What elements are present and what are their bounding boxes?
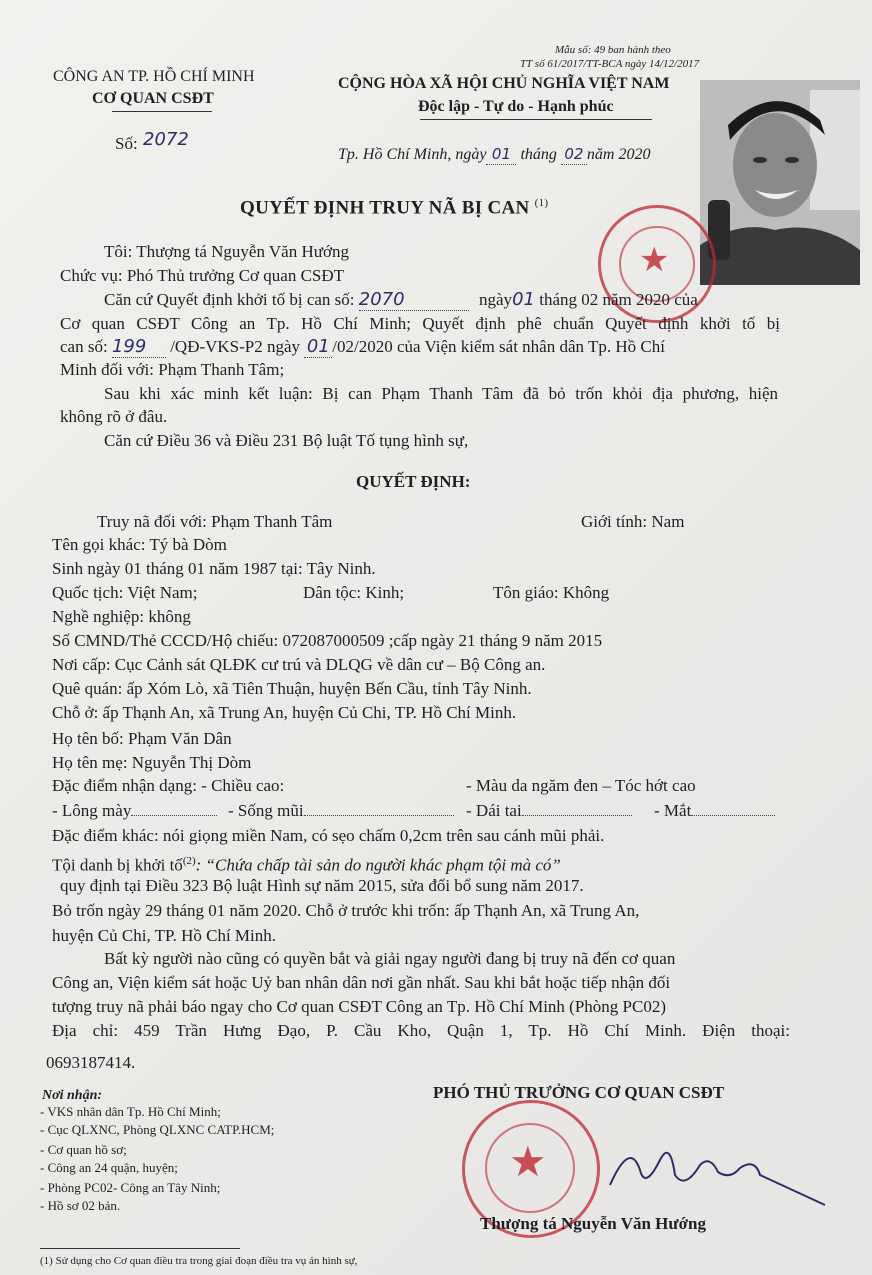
ear-field (466, 801, 632, 821)
charge-label: Tội danh bị khởi tố (52, 855, 183, 875)
date-prefix: Tp. Hồ Chí Minh, ngày (338, 146, 487, 163)
charge-name: : “Chứa chấp tài sản do người khác phạm tội mà có” (195, 855, 561, 875)
agency-underline (112, 111, 212, 112)
basis-day: 01 (512, 289, 535, 310)
position-line: Chức vụ: Phó Thủ trưởng Cơ quan CSĐT (60, 266, 345, 285)
recipient-item: - VKS nhân dân Tp. Hồ Chí Minh; (40, 1104, 221, 1119)
ear-label: - Dái tai (466, 801, 522, 820)
id-number: Số CMND/Thẻ CCCD/Hộ chiếu: 072087000509 ;cấp ngày 21 tháng 9 năm 2015 (52, 631, 603, 650)
date-month: 02 (561, 144, 587, 165)
other-features: Đặc điểm khác: nói giọng miền Nam, có sẹo chấm 0,2cm trên sau cánh mũi phải. (52, 826, 605, 845)
doc-number-value: 2072 (143, 129, 189, 150)
form-note-1: Mẫu số: 49 ban hành theo (555, 44, 671, 56)
country-name: CỘNG HÒA XÃ HỘI CHỦ NGHĨA VIỆT NAM (338, 75, 670, 92)
eyebrow-field (52, 801, 217, 821)
eye-label: - Mắt (654, 801, 692, 820)
portrait-image (700, 80, 860, 285)
motto-underline (420, 119, 652, 120)
basis-line-2: Cơ quan CSĐT Công an Tp. Hồ Chí Minh; Quyết định phê chuẩn Quyết định khởi tố bị (60, 314, 780, 333)
alias: Tên gọi khác: Tý bà Dòm (52, 535, 227, 554)
nose-label: - Sống mũi (228, 801, 304, 820)
decision-heading: QUYẾT ĐỊNH: (356, 472, 471, 491)
seal-star-icon: ★ (509, 1140, 547, 1186)
agency-unit: CƠ QUAN CSĐT (92, 90, 214, 107)
escape-line-1: Bỏ trốn ngày 29 tháng 01 năm 2020. Chỗ ở trước khi trốn: ấp Thạnh An, xã Trung An, (52, 901, 640, 920)
agency-name: CÔNG AN TP. HỒ CHÍ MINH (53, 68, 255, 85)
handwritten-signature (600, 1130, 830, 1210)
form-note-2: TT số 61/2017/TT-BCA ngày 14/12/2017 (520, 58, 700, 70)
basis-line-3 (60, 337, 665, 358)
nationality: Quốc tịch: Việt Nam; (52, 583, 198, 602)
residence: Chỗ ở: ấp Thạnh An, xã Trung An, huyện Củ Chi, TP. Hồ Chí Minh. (52, 703, 517, 722)
approval-number: 199 (112, 337, 166, 358)
date-line (338, 144, 650, 165)
call-line-5: 0693187414. (46, 1053, 136, 1072)
recipients-label: Nơi nhận: (42, 1088, 103, 1103)
mother-name: Họ tên mẹ: Nguyễn Thị Dòm (52, 753, 252, 772)
date-year: năm 2020 (586, 146, 651, 163)
recipient-item: - Cơ quan hồ sơ; (40, 1142, 127, 1157)
father-name: Họ tên bố: Phạm Văn Dân (52, 729, 232, 748)
officer-line: Tôi: Thượng tá Nguyễn Văn Hướng (104, 242, 349, 261)
birth-info: Sinh ngày 01 tháng 01 năm 1987 tại: Tây Ninh. (52, 559, 376, 578)
call-line-4: Địa chỉ: 459 Trần Hưng Đạo, P. Cầu Kho, Quận 1, Tp. Hồ Chí Minh. Điện thoại: (52, 1021, 790, 1040)
occupation: Nghề nghiệp: không (52, 607, 191, 626)
recipient-item: - Cục QLXNC, Phòng QLXNC CATP.HCM; (40, 1122, 275, 1137)
nose-field (228, 801, 454, 821)
seal-star-icon: ★ (639, 242, 670, 279)
call-line-2: Công an, Viện kiểm sát hoặc Uỷ ban nhân dân nơi gần nhất. Sau khi bắt hoặc tiếp nhận đối (52, 973, 671, 992)
wanted-name: Truy nã đối với: Phạm Thanh Tâm (97, 512, 333, 531)
gender: Giới tính: Nam (581, 512, 685, 531)
basis-text: Căn cứ Quyết định khởi tố bị can số: (104, 290, 355, 309)
basis-line-4: Minh đối với: Phạm Thanh Tâm; (60, 360, 285, 379)
title-text: QUYẾT ĐỊNH TRUY NÃ BỊ CAN (240, 197, 530, 219)
signer-name: Thượng tá Nguyễn Văn Hướng (480, 1214, 706, 1233)
doc-number-label: Số: (115, 134, 138, 153)
escape-line-2: huyện Củ Chi, TP. Hồ Chí Minh. (52, 926, 277, 945)
ethnicity: Dân tộc: Kinh; (303, 583, 405, 602)
eye-field (654, 801, 775, 821)
title-footnote-ref: (1) (534, 197, 549, 209)
approval-rest: /02/2020 của Viện kiểm sát nhân dân Tp. Hồ Chí (332, 337, 665, 356)
signature-title: PHÓ THỦ TRƯỞNG CƠ QUAN CSĐT (433, 1083, 725, 1102)
hometown: Quê quán: ấp Xóm Lò, xã Tiên Thuận, huyện Bến Cầu, tỉnh Tây Ninh. (52, 679, 532, 698)
basis-line-1 (104, 290, 698, 311)
basis-date-label: ngày (479, 290, 513, 309)
document-title (240, 193, 548, 218)
approval-label: can số: (60, 337, 108, 356)
suspect-photo (700, 80, 860, 285)
recipient-item: - Phòng PC02- Công an Tây Ninh; (40, 1180, 221, 1195)
approval-date-label: /QĐ-VKS-P2 ngày (170, 337, 301, 356)
recipient-item: - Công an 24 quận, huyện; (40, 1160, 178, 1175)
footnote-divider (40, 1248, 240, 1249)
approval-day: 01 (304, 337, 332, 358)
national-motto: Độc lập - Tự do - Hạnh phúc (418, 98, 614, 115)
charge-footnote-ref: (2) (182, 855, 196, 867)
skin-hair: - Màu da ngăm đen – Tóc hớt cao (466, 776, 696, 795)
eyebrow-label: - Lông mày (52, 801, 132, 820)
charge-line-1 (52, 851, 561, 876)
id-issuer: Nơi cấp: Cục Cảnh sát QLĐK cư trú và DLQG về dân cư – Bộ Công an. (52, 655, 546, 674)
decision-number: 2070 (359, 290, 469, 311)
identification-features: Đặc điểm nhận dạng: - Chiều cao: (52, 776, 285, 795)
legal-basis-line: Căn cứ Điều 36 và Điều 231 Bộ luật Tố tụng hình sự, (104, 431, 469, 450)
date-month-label: tháng (520, 146, 557, 163)
charge-line-2: quy định tại Điều 323 Bộ luật Hình sự năm 2015, sửa đổi bổ sung năm 2017. (60, 876, 584, 895)
recipient-item: - Hồ sơ 02 bản. (40, 1198, 121, 1213)
date-day: 01 (486, 144, 516, 165)
basis-date-rest: tháng 02 năm 2020 của (539, 290, 698, 309)
footnote: (1) Sử dụng cho Cơ quan điều tra trong giai đoạn điều tra vụ án hình sự, (40, 1255, 358, 1267)
call-line-1: Bất kỳ người nào cũng có quyền bắt và giải ngay người đang bị truy nã đến cơ quan (104, 949, 676, 968)
verification-line-1: Sau khi xác minh kết luận: Bị can Phạm Thanh Tâm đã bỏ trốn khỏi địa phương, hiện (104, 384, 778, 403)
religion: Tôn giáo: Không (493, 583, 610, 602)
verification-line-2: không rõ ở đâu. (60, 407, 168, 426)
call-line-3: tượng truy nã phải báo ngay cho Cơ quan CSĐT Công an Tp. Hồ Chí Minh (Phòng PC02) (52, 997, 666, 1016)
